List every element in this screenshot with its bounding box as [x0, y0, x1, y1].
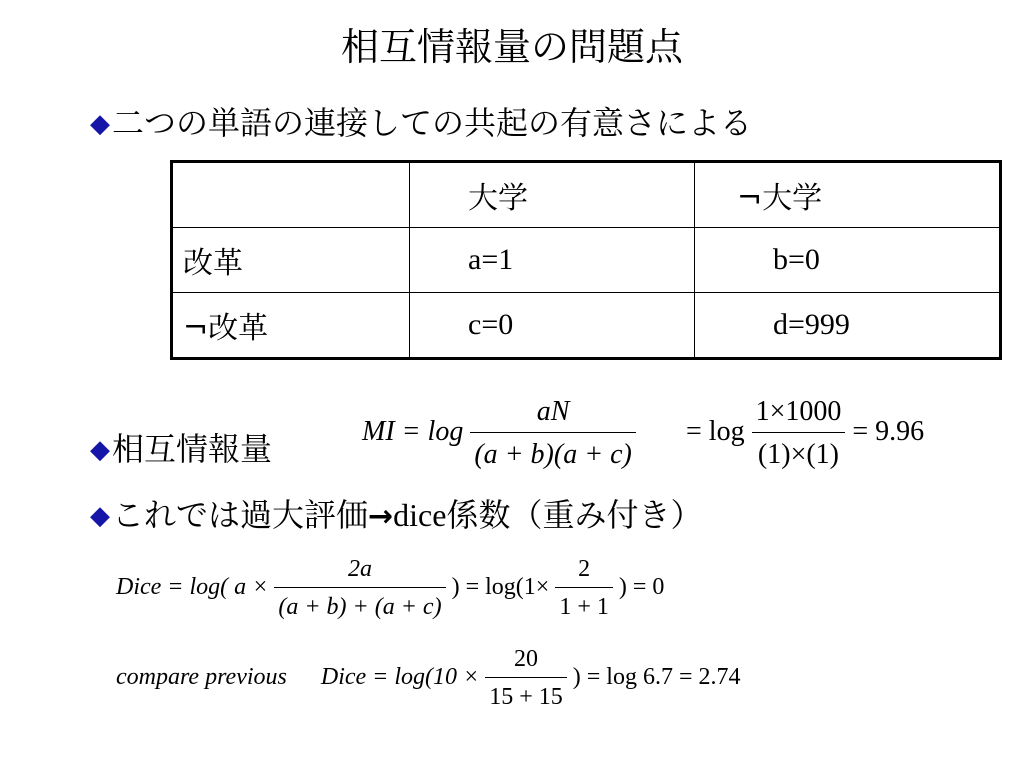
dice-result: ) = 0	[618, 574, 665, 601]
mi-denominator-numeric: (1)×(1)	[752, 432, 846, 471]
compare-formula	[116, 646, 741, 711]
slide-title: 相互情報量の問題点	[340, 25, 683, 69]
bullet-mutual-information	[90, 428, 272, 471]
contingency-table	[170, 160, 1002, 360]
compare-numerator: 20	[513, 646, 538, 672]
mi-numerator: aN	[536, 396, 570, 427]
mi-result: = 9.96	[852, 415, 925, 447]
dice-numerator: 2a	[347, 556, 372, 582]
bullet-cooccurrence	[90, 102, 752, 145]
compare-label: compare previous	[116, 664, 287, 691]
dice-denominator-numeric: 1 + 1	[555, 587, 613, 621]
dice-numerator-numeric: 2	[578, 556, 591, 582]
compare-fraction	[485, 646, 567, 711]
dice-mid: ) = log(1×	[451, 574, 550, 601]
dice-lhs: Dice = log( a ×	[116, 574, 269, 601]
compare-denominator: 15 + 15	[485, 677, 567, 711]
dice-fraction	[274, 556, 445, 621]
table-cell: b=0	[695, 228, 1001, 293]
mi-denominator: (a + b)(a + c)	[470, 432, 636, 471]
row-label: 改革	[172, 228, 410, 293]
mi-numerator-numeric: 1×1000	[755, 396, 842, 427]
diamond-bullet-icon: ◆	[90, 109, 110, 139]
dice-formula	[116, 556, 664, 621]
table-cell: d=999	[695, 293, 1001, 359]
table-cell: c=0	[410, 293, 695, 359]
arrow-right-icon: →	[368, 499, 394, 534]
table-header-row	[172, 162, 1001, 228]
diamond-bullet-icon: ◆	[90, 501, 110, 531]
table-row	[172, 293, 1001, 359]
diamond-bullet-icon: ◆	[90, 435, 110, 465]
compare-lhs: Dice = log(10 ×	[320, 664, 480, 691]
mi-lhs: MI = log	[362, 415, 464, 447]
dice-denominator: (a + b) + (a + c)	[274, 587, 445, 621]
bullet-overestimate	[90, 494, 702, 538]
mi-fraction-numeric	[752, 396, 846, 471]
mi-fraction	[470, 396, 636, 471]
compare-result: ) = log 6.7 = 2.74	[572, 664, 741, 691]
bullet-text: 二つの単語の連接しての共起の有意さによる	[112, 104, 753, 142]
table-header-cell: 大学	[410, 162, 695, 228]
table-header-cell	[172, 162, 410, 228]
mi-eq2: = log	[686, 415, 745, 447]
table-cell: a=1	[410, 228, 695, 293]
bullet-text: これでは過大評価	[112, 496, 369, 534]
bullet-text-suffix: 係数（重み付き）	[446, 496, 703, 534]
bullet-text: 相互情報量	[112, 430, 273, 468]
table-row	[172, 228, 1001, 293]
dice-fraction-numeric	[555, 556, 613, 621]
table-header-cell: ¬大学	[695, 162, 1001, 228]
mi-evaluation	[686, 396, 924, 471]
mi-formula	[362, 396, 636, 471]
row-label: ¬改革	[172, 293, 410, 359]
dice-word: dice	[393, 497, 447, 533]
